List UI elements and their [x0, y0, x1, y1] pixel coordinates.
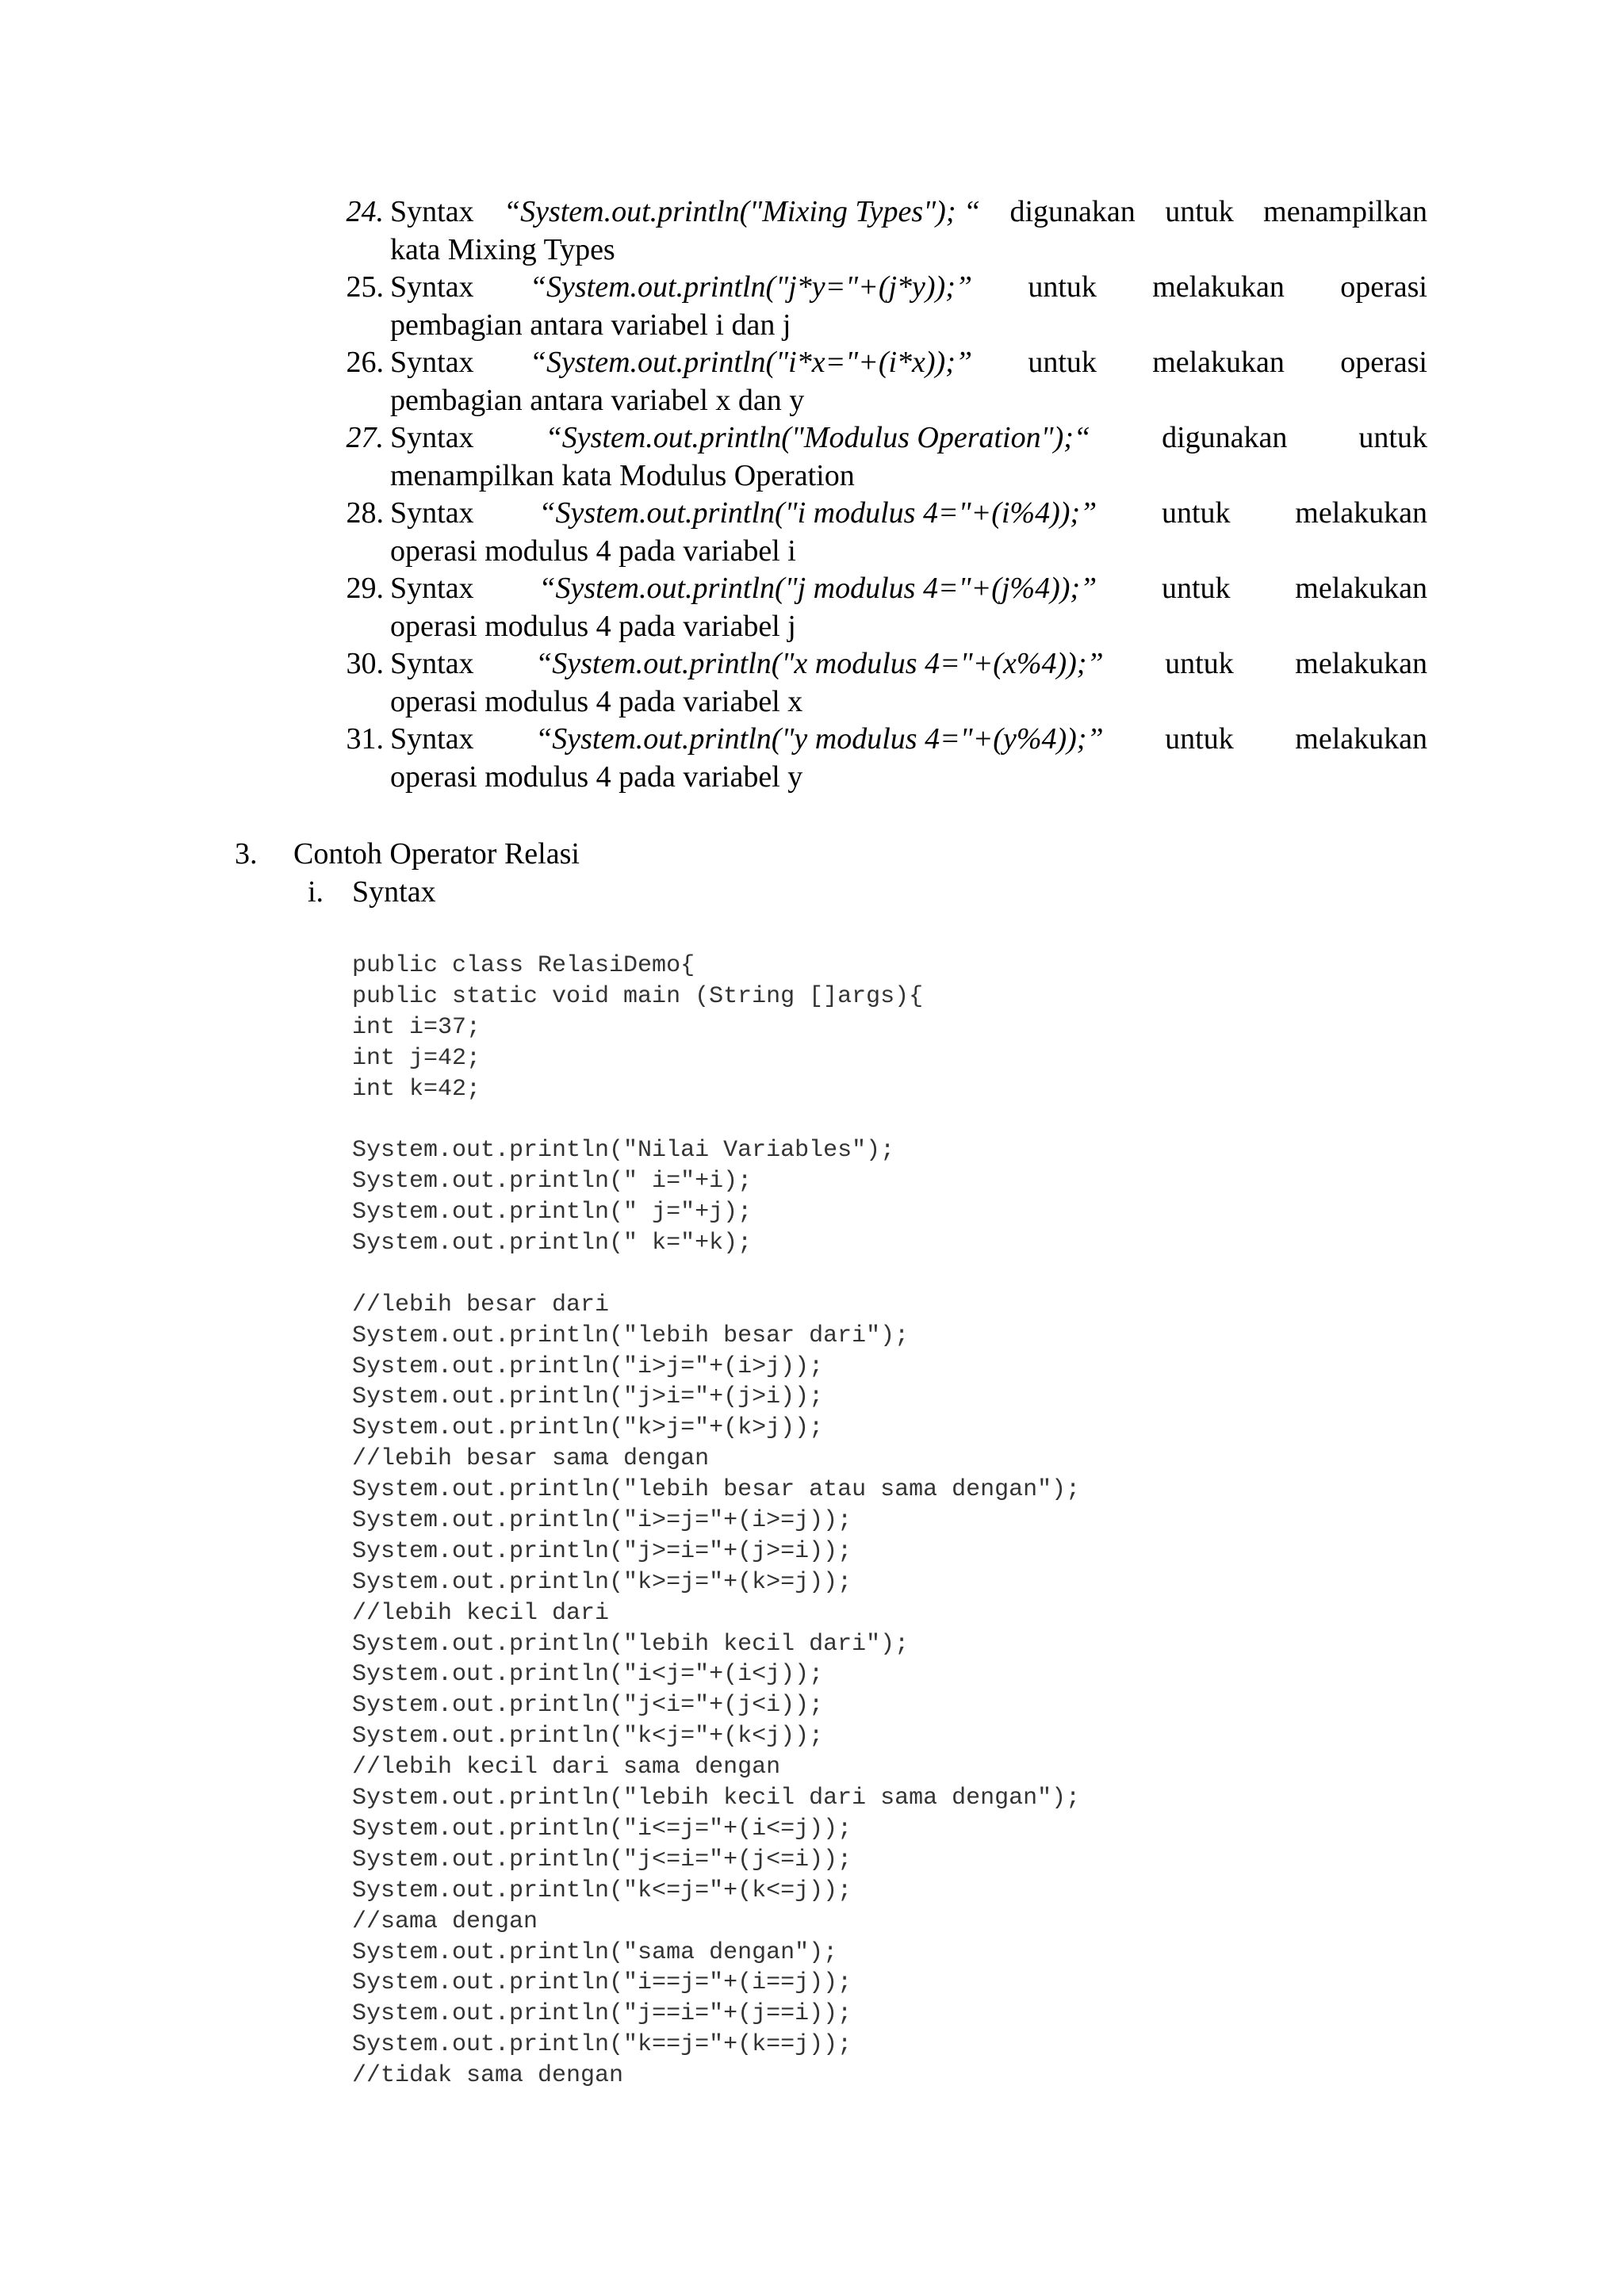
list-item-continuation: operasi modulus 4 pada variabel i: [390, 534, 796, 568]
list-item: [333, 269, 1427, 344]
syntax-word: Syntax: [390, 647, 474, 680]
code-line: System.out.println("k>=j="+(k>=j));: [352, 1568, 852, 1596]
list-item-line: [390, 570, 1427, 608]
description-word: untuk: [1161, 572, 1231, 605]
code-line: System.out.println("k>j="+(k>j));: [352, 1414, 824, 1442]
syntax-word: Syntax: [390, 572, 474, 605]
list-item-number: 28.: [346, 496, 384, 530]
code-line: [352, 1259, 1589, 1290]
code-snippet: “System.out.println("j*y="+(j*y));”: [529, 270, 972, 304]
code-line: System.out.println("i>=j="+(i>=j));: [352, 1507, 852, 1535]
code-line: System.out.println("i<j="+(i<j));: [352, 1661, 824, 1689]
description-word: melakukan: [1295, 572, 1427, 605]
description-word: melakukan: [1152, 346, 1285, 379]
list-item-line: [390, 193, 1427, 232]
code-line: System.out.println("k==j="+(k==j));: [352, 2031, 852, 2059]
code-line: System.out.println("lebih besar dari");: [352, 1322, 910, 1349]
description-word: melakukan: [1295, 496, 1427, 530]
code-line: //lebih besar dari: [352, 1291, 610, 1318]
list-item-number: 26.: [346, 346, 384, 379]
code-line: System.out.println("i==j="+(i==j));: [352, 1969, 852, 1997]
subsection-title: Syntax: [352, 875, 436, 909]
list-item-number: 27.: [346, 421, 384, 454]
description-word: melakukan: [1152, 270, 1285, 304]
code-snippet: “System.out.println("i*x="+(i*x));”: [529, 346, 972, 379]
list-item-line: [390, 269, 1427, 307]
list-item-line: [390, 495, 1427, 533]
code-line: System.out.println("i>j="+(i>j));: [352, 1353, 824, 1380]
section-number: 3.: [235, 837, 258, 871]
subsection-number: i.: [308, 875, 324, 909]
code-snippet: “System.out.println("Modulus Operation");“: [545, 421, 1091, 454]
list-item: [333, 721, 1427, 796]
code-line: System.out.println("lebih kecil dari sama dengan");: [352, 1785, 1081, 1812]
section-title: Contoh Operator Relasi: [293, 837, 580, 871]
code-line: public static void main (String []args){: [352, 982, 924, 1010]
list-item-line: [390, 645, 1427, 683]
list-item-number: 25.: [346, 270, 384, 304]
code-line: System.out.println("k<=j="+(k<=j));: [352, 1877, 852, 1904]
code-line: System.out.println("sama dengan");: [352, 1938, 838, 1966]
list-item: [333, 645, 1427, 721]
list-item-continuation: menampilkan kata Modulus Operation: [390, 458, 855, 492]
code-block: [352, 951, 1589, 2108]
code-snippet: “System.out.println("j modulus 4="+(j%4));”: [538, 572, 1097, 605]
description-word: untuk: [1028, 270, 1097, 304]
syntax-word: Syntax: [390, 346, 474, 379]
list-item-continuation: kata Mixing Types: [390, 232, 615, 266]
list-item-continuation: pembagian antara variabel i dan j: [390, 308, 791, 342]
list-item-line: [390, 721, 1427, 759]
code-snippet: “System.out.println("y modulus 4="+(y%4));”: [535, 722, 1104, 756]
code-line: System.out.println("lebih kecil dari");: [352, 1630, 910, 1658]
code-line: System.out.println("j<i="+(j<i));: [352, 1692, 824, 1720]
section-heading: [235, 835, 580, 873]
list-item-continuation: pembagian antara variabel x dan y: [390, 383, 805, 417]
code-line: System.out.println("k<j="+(k<j));: [352, 1723, 824, 1751]
code-line: //lebih besar sama dengan: [352, 1445, 710, 1473]
code-line: System.out.println("j<=i="+(j<=i));: [352, 1846, 852, 1873]
code-line: System.out.println("i<=j="+(i<=j));: [352, 1815, 852, 1843]
description-word: operasi: [1340, 346, 1427, 379]
description-word: untuk: [1161, 496, 1231, 530]
list-item: [333, 495, 1427, 570]
list-item-continuation: operasi modulus 4 pada variabel j: [390, 609, 796, 643]
code-line: [352, 1104, 1589, 1135]
code-line: System.out.println("Nilai Variables");: [352, 1137, 895, 1165]
description-word: digunakan: [1162, 421, 1288, 454]
list-item: [333, 193, 1427, 269]
list-item: [333, 344, 1427, 419]
description-word: operasi: [1340, 270, 1427, 304]
syntax-word: Syntax: [390, 270, 474, 304]
list-item-continuation: operasi modulus 4 pada variabel x: [390, 684, 803, 718]
list-item-line: [390, 419, 1427, 457]
description-word: untuk: [1358, 421, 1427, 454]
code-line: System.out.println(" i="+i);: [352, 1168, 753, 1196]
code-line: System.out.println("lebih besar atau sama dengan");: [352, 1476, 1081, 1504]
code-line: public class RelasiDemo{: [352, 952, 695, 979]
code-snippet: “System.out.println("i modulus 4="+(i%4));”: [538, 496, 1097, 530]
description-word: digunakan: [1009, 195, 1136, 228]
syntax-explanation-list: [333, 193, 1427, 796]
code-line: System.out.println(" k="+k);: [352, 1230, 753, 1257]
description-word: untuk: [1165, 722, 1234, 756]
subsection-heading: [308, 873, 436, 911]
list-item-number: 29.: [346, 572, 384, 605]
syntax-word: Syntax: [390, 496, 474, 530]
list-item-number: 31.: [346, 722, 384, 756]
description-word: melakukan: [1295, 722, 1427, 756]
code-line: //tidak sama dengan: [352, 2062, 624, 2090]
code-line: System.out.println(" j="+j);: [352, 1199, 753, 1226]
list-item: [333, 570, 1427, 645]
list-item-continuation: operasi modulus 4 pada variabel y: [390, 760, 803, 794]
list-item-number: 24.: [346, 195, 384, 228]
description-word: menampilkan: [1263, 195, 1427, 228]
list-item: [333, 419, 1427, 495]
syntax-word: Syntax: [390, 195, 474, 228]
description-word: melakukan: [1295, 647, 1427, 680]
code-snippet: “System.out.println("x modulus 4="+(x%4));”: [535, 647, 1104, 680]
code-line: int j=42;: [352, 1044, 481, 1072]
code-line: //sama dengan: [352, 1908, 538, 1935]
syntax-word: Syntax: [390, 421, 474, 454]
list-item-line: [390, 344, 1427, 382]
code-line: System.out.println("j==i="+(j==i));: [352, 2000, 852, 2028]
description-word: untuk: [1028, 346, 1097, 379]
syntax-word: Syntax: [390, 722, 474, 756]
description-word: untuk: [1165, 647, 1234, 680]
code-line: int k=42;: [352, 1075, 481, 1103]
description-word: untuk: [1165, 195, 1234, 228]
code-line: //lebih kecil dari: [352, 1599, 610, 1627]
code-line: int i=37;: [352, 1013, 481, 1041]
code-line: //lebih kecil dari sama dengan: [352, 1754, 781, 1781]
code-line: System.out.println("j>i="+(j>i));: [352, 1383, 824, 1411]
list-item-number: 30.: [346, 647, 384, 680]
code-snippet: “System.out.println("Mixing Types"); “: [503, 195, 981, 228]
code-line: System.out.println("j>=i="+(j>=i));: [352, 1537, 852, 1565]
